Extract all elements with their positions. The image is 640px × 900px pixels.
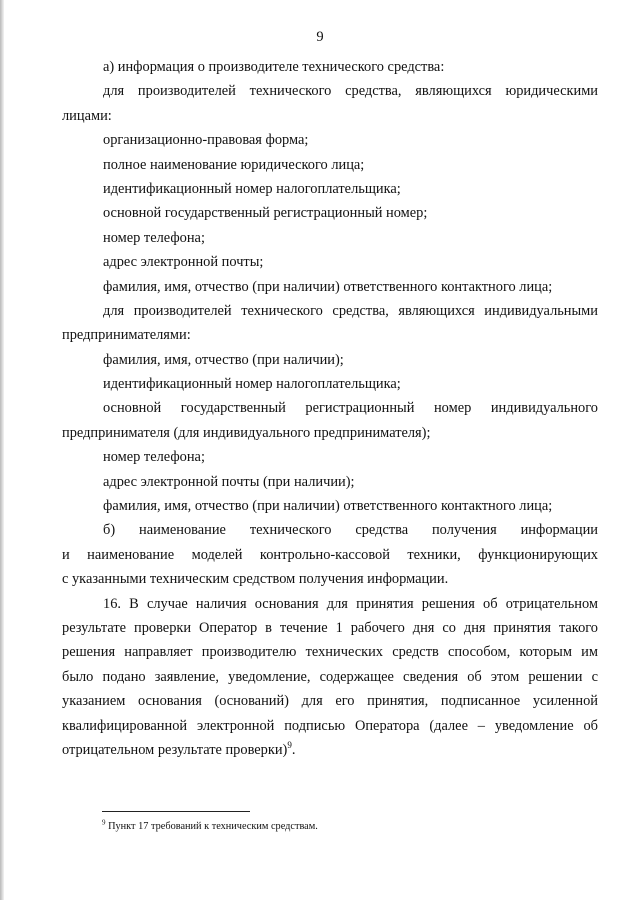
list-item: номер телефона; — [103, 229, 205, 246]
page-number: 9 — [316, 29, 324, 45]
list-item: адрес электронной почты (при наличии); — [103, 473, 355, 490]
list-item: фамилия, имя, отчество (при наличии); — [103, 351, 344, 368]
scan-edge-shadow — [0, 0, 4, 900]
body-text — [62, 59, 598, 766]
paragraph-line: решения направляет производителю технических средств способом, которым им — [62, 644, 598, 661]
paragraph-line: с указанными техническим средством получения информации. — [62, 571, 449, 588]
footnote-reference: 9 — [287, 740, 292, 751]
paragraph-line: результате проверки Оператор в течение 1 рабочего дня со дня принятия такого — [62, 619, 598, 636]
paragraph-line: для производителей технического средства, являющихся индивидуальными — [103, 302, 598, 319]
paragraph-line: было подано заявление, уведомление, содержащее сведения об этом решении с — [62, 668, 598, 685]
paragraph-line: предпринимателя (для индивидуального предпринимателя); — [62, 424, 431, 441]
list-item: полное наименование юридического лица; — [103, 156, 365, 173]
list-heading-a: а) информация о производителе технического средства: — [103, 59, 445, 75]
footnote-text: Пункт 17 требований к техническим средствам. — [108, 821, 318, 832]
paragraph-line: для производителей технического средства, являющихся юридическими — [103, 83, 598, 100]
paragraph-last-line — [62, 742, 598, 766]
list-item: организационно-правовая форма; — [103, 132, 309, 149]
paragraph-line: предпринимателями: — [62, 327, 191, 344]
footnote-separator — [102, 811, 250, 812]
paragraph-line: основной государственный регистрационный номер индивидуального — [103, 400, 598, 417]
footnote — [102, 820, 318, 833]
paragraph-text: отрицательном результате проверки) — [62, 741, 288, 758]
list-item: фамилия, имя, отчество (при наличии) ответственного контактного лица; — [103, 278, 553, 295]
paragraph-line: лицами: — [62, 107, 112, 124]
list-item: номер телефона; — [103, 449, 205, 466]
list-item: фамилия, имя, отчество (при наличии) ответственного контактного лица; — [103, 498, 553, 515]
clause-16-line: 16. В случае наличия основания для принятия решения об отрицательном — [103, 595, 598, 612]
sentence-period: . — [291, 741, 296, 758]
paragraph-line: указанием основания (оснований) для его принятия, подписанное усиленной — [62, 693, 598, 710]
list-item: основной государственный регистрационный номер; — [103, 205, 428, 222]
footnote-marker: 9 — [102, 818, 106, 827]
paragraph-line: квалифицированной электронной подписью Оператора (далее – уведомление об — [62, 717, 598, 734]
list-heading-b: б) наименование технического средства получения информации — [103, 522, 598, 539]
list-item: идентификационный номер налогоплательщика; — [103, 376, 401, 393]
list-item: адрес электронной почты; — [103, 254, 264, 271]
paragraph-line: и наименование моделей контрольно-кассовой техники, функционирующих — [62, 546, 598, 563]
list-item: идентификационный номер налогоплательщика; — [103, 180, 401, 197]
